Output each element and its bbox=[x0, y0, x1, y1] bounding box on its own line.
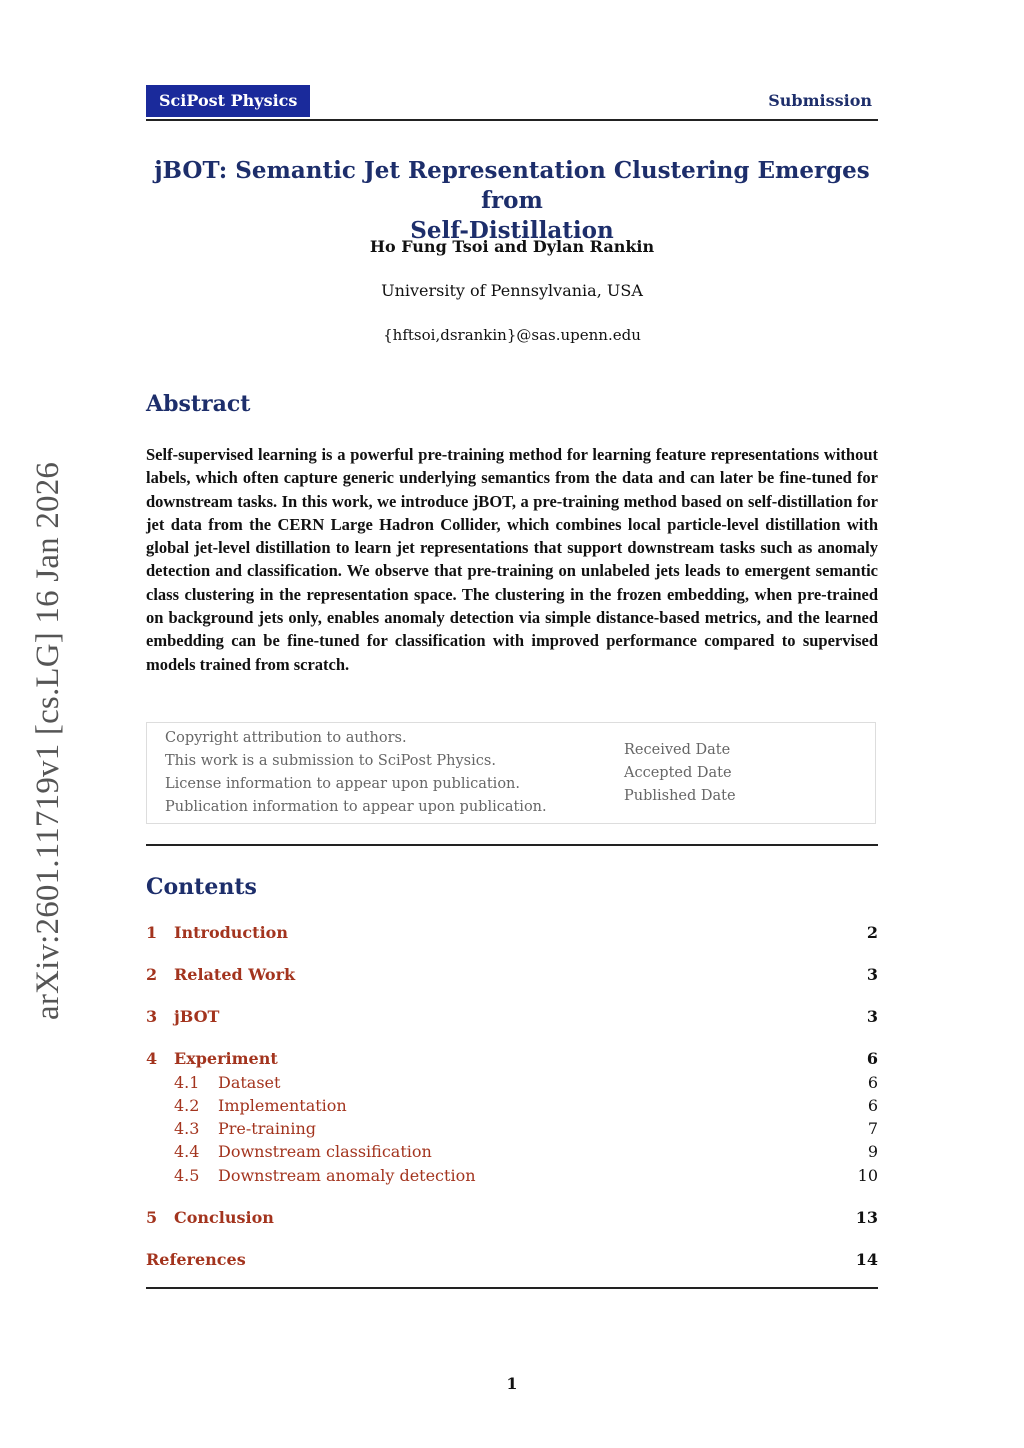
toc-entry-introduction[interactable] bbox=[146, 921, 878, 944]
toc-entry-related-work[interactable] bbox=[146, 963, 878, 986]
published-date: Published Date bbox=[624, 788, 736, 804]
toc-entry-downstream-classification[interactable] bbox=[146, 1140, 878, 1163]
toc-entry-jbot[interactable] bbox=[146, 1005, 878, 1028]
email[interactable]: {hftsoi,dsrankin}@sas.upenn.edu bbox=[383, 326, 641, 344]
toc-number: 4.3 bbox=[174, 1119, 200, 1138]
toc-number: 4.1 bbox=[174, 1073, 200, 1092]
toc-label[interactable]: Related Work bbox=[174, 965, 296, 984]
toc-label[interactable]: Conclusion bbox=[174, 1208, 274, 1227]
toc-page: 6 bbox=[866, 1049, 878, 1068]
info-left-column bbox=[165, 727, 547, 819]
toc-number: 4.2 bbox=[174, 1096, 200, 1115]
toc-number: 5 bbox=[146, 1208, 158, 1227]
toc-label[interactable]: Downstream anomaly detection bbox=[218, 1166, 476, 1185]
toc-entry-dataset[interactable] bbox=[146, 1071, 878, 1094]
publication-line: Publication information to appear upon publication. bbox=[165, 799, 547, 815]
toc-number: 4.5 bbox=[174, 1166, 200, 1185]
toc-label[interactable]: Experiment bbox=[174, 1049, 278, 1068]
toc-number: 1 bbox=[146, 923, 158, 942]
toc-page: 3 bbox=[866, 1007, 878, 1026]
abstract-text: Self-supervised learning is a powerful pre-training method for learning feature representations without labels, which often capture generic underlying semantics from the data and can later be fine-tuned for downstream tasks. In this work, we introduce jBOT, a pre-training method based on self-distillation for jet data from the CERN Large Hadron Collider, which combines local particle-level distillation with global jet-level distillation to learn jet representations that support downstream tasks such as anomaly detection and classification. We observe that pre-training on unlabeled jets leads to emergent semantic class clustering in the representation space. The clustering in the frozen embedding, when pre-trained on background jets only, enables anomaly detection via simple distance-based metrics, and the learned embedding can be fine-tuned for classification with improved performance compared to supervised models trained from scratch. bbox=[146, 445, 878, 674]
toc-entry-conclusion[interactable] bbox=[146, 1206, 878, 1229]
info-right-column bbox=[624, 739, 736, 808]
license-line: License information to appear upon publication. bbox=[165, 776, 521, 792]
toc-entry-experiment[interactable] bbox=[146, 1047, 878, 1070]
submission-line: This work is a submission to SciPost Physics. bbox=[165, 753, 496, 769]
toc-page: 6 bbox=[867, 1073, 878, 1092]
toc-page: 6 bbox=[867, 1096, 878, 1115]
toc-page: 2 bbox=[866, 923, 878, 942]
toc-label[interactable]: Introduction bbox=[174, 923, 288, 942]
toc-label[interactable]: jBOT bbox=[174, 1007, 220, 1026]
toc-number: 4.4 bbox=[174, 1142, 200, 1161]
contents-heading: Contents bbox=[146, 874, 257, 900]
toc-label[interactable]: References bbox=[146, 1250, 246, 1269]
submission-label: Submission bbox=[768, 91, 872, 110]
accepted-date: Accepted Date bbox=[624, 765, 732, 781]
arxiv-stamp: arXiv:2601.11719v1 [cs.LG] 16 Jan 2026 bbox=[30, 461, 66, 1020]
toc-label[interactable]: Implementation bbox=[218, 1096, 347, 1115]
toc-number: 2 bbox=[146, 965, 158, 984]
toc-entry-downstream-anomaly-detection[interactable] bbox=[146, 1164, 878, 1187]
toc-number: 3 bbox=[146, 1007, 158, 1026]
toc-page: 7 bbox=[867, 1119, 878, 1138]
publication-info-box bbox=[146, 722, 876, 824]
toc-page: 14 bbox=[855, 1250, 878, 1269]
toc-label[interactable]: Dataset bbox=[218, 1073, 281, 1092]
affiliation: University of Pennsylvania, USA bbox=[381, 281, 643, 300]
divider-bottom bbox=[146, 1287, 878, 1289]
abstract-heading: Abstract bbox=[146, 391, 251, 417]
title-line-1: jBOT: Semantic Jet Representation Clustering Emerges from bbox=[154, 157, 870, 214]
page-header bbox=[146, 85, 878, 121]
authors: Ho Fung Tsoi and Dylan Rankin bbox=[369, 237, 655, 256]
page-number: 1 bbox=[506, 1374, 518, 1393]
title-line-2: Self-Distillation bbox=[410, 217, 614, 244]
toc-label[interactable]: Pre-training bbox=[218, 1119, 316, 1138]
divider-top bbox=[146, 844, 878, 846]
toc-page: 9 bbox=[867, 1142, 878, 1161]
toc-number: 4 bbox=[146, 1049, 158, 1068]
copyright-line: Copyright attribution to authors. bbox=[165, 730, 407, 746]
toc-label[interactable]: Downstream classification bbox=[218, 1142, 432, 1161]
toc-entry-references[interactable] bbox=[146, 1248, 878, 1271]
toc-entry-implementation[interactable] bbox=[146, 1094, 878, 1117]
toc-page: 13 bbox=[855, 1208, 878, 1227]
toc-page: 10 bbox=[857, 1166, 878, 1185]
paper-title bbox=[146, 156, 878, 246]
toc-page: 3 bbox=[866, 965, 878, 984]
received-date: Received Date bbox=[624, 742, 731, 758]
toc-entry-pre-training[interactable] bbox=[146, 1117, 878, 1140]
journal-badge: SciPost Physics bbox=[146, 85, 310, 117]
